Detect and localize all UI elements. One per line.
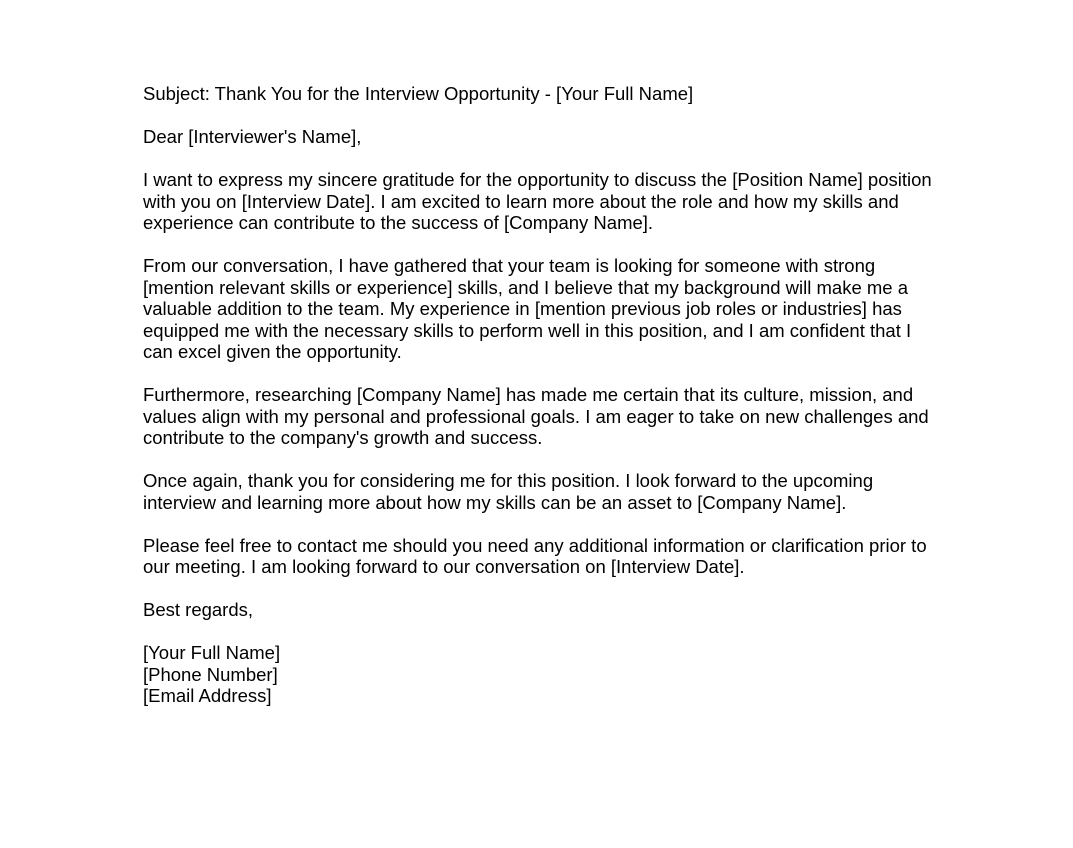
- closing: Best regards,: [143, 599, 254, 620]
- paragraph-thanks: Once again, thank you for considering me for this position. I look forward to the upcoming interview and learning more about how my skills can be an asset to [Company Name].: [143, 470, 874, 513]
- paragraph-conversation: From our conversation, I have gathered that your team is looking for someone with strong [mention relevant skills or experience] skills, and I believe that my background will make me a valuable addition to the team. My experience in [mention previous job roles or industries] has equipped me with the necessary skills to perform well in this position, and I am confident that I can excel given the opportunity.: [143, 255, 912, 362]
- signature-name: [Your Full Name]: [143, 642, 281, 663]
- signature-block: [143, 642, 943, 707]
- signature-phone: [Phone Number]: [143, 663, 278, 685]
- greeting: Dear [Interviewer's Name],: [143, 126, 362, 147]
- paragraph-gratitude: I want to express my sincere gratitude for the opportunity to discuss the [Position Name] position with you on [Interview Date]. I am excited to learn more about the role and how my skills and experience can contribute to the success of [Company Name].: [143, 169, 932, 233]
- signature-email: [Email Address]: [143, 685, 272, 706]
- letter-body: [143, 83, 943, 707]
- subject-line: Subject: Thank You for the Interview Opportunity - [Your Full Name]: [143, 83, 694, 104]
- paragraph-contact: Please feel free to contact me should you need any additional information or clarification prior to our meeting. I am looking forward to our conversation on [Interview Date].: [143, 534, 927, 577]
- paragraph-company-research: Furthermore, researching [Company Name] has made me certain that its culture, mission, and values align with my personal and professional goals. I am eager to take on new challenges and contribute to the company's growth and success.: [143, 384, 929, 448]
